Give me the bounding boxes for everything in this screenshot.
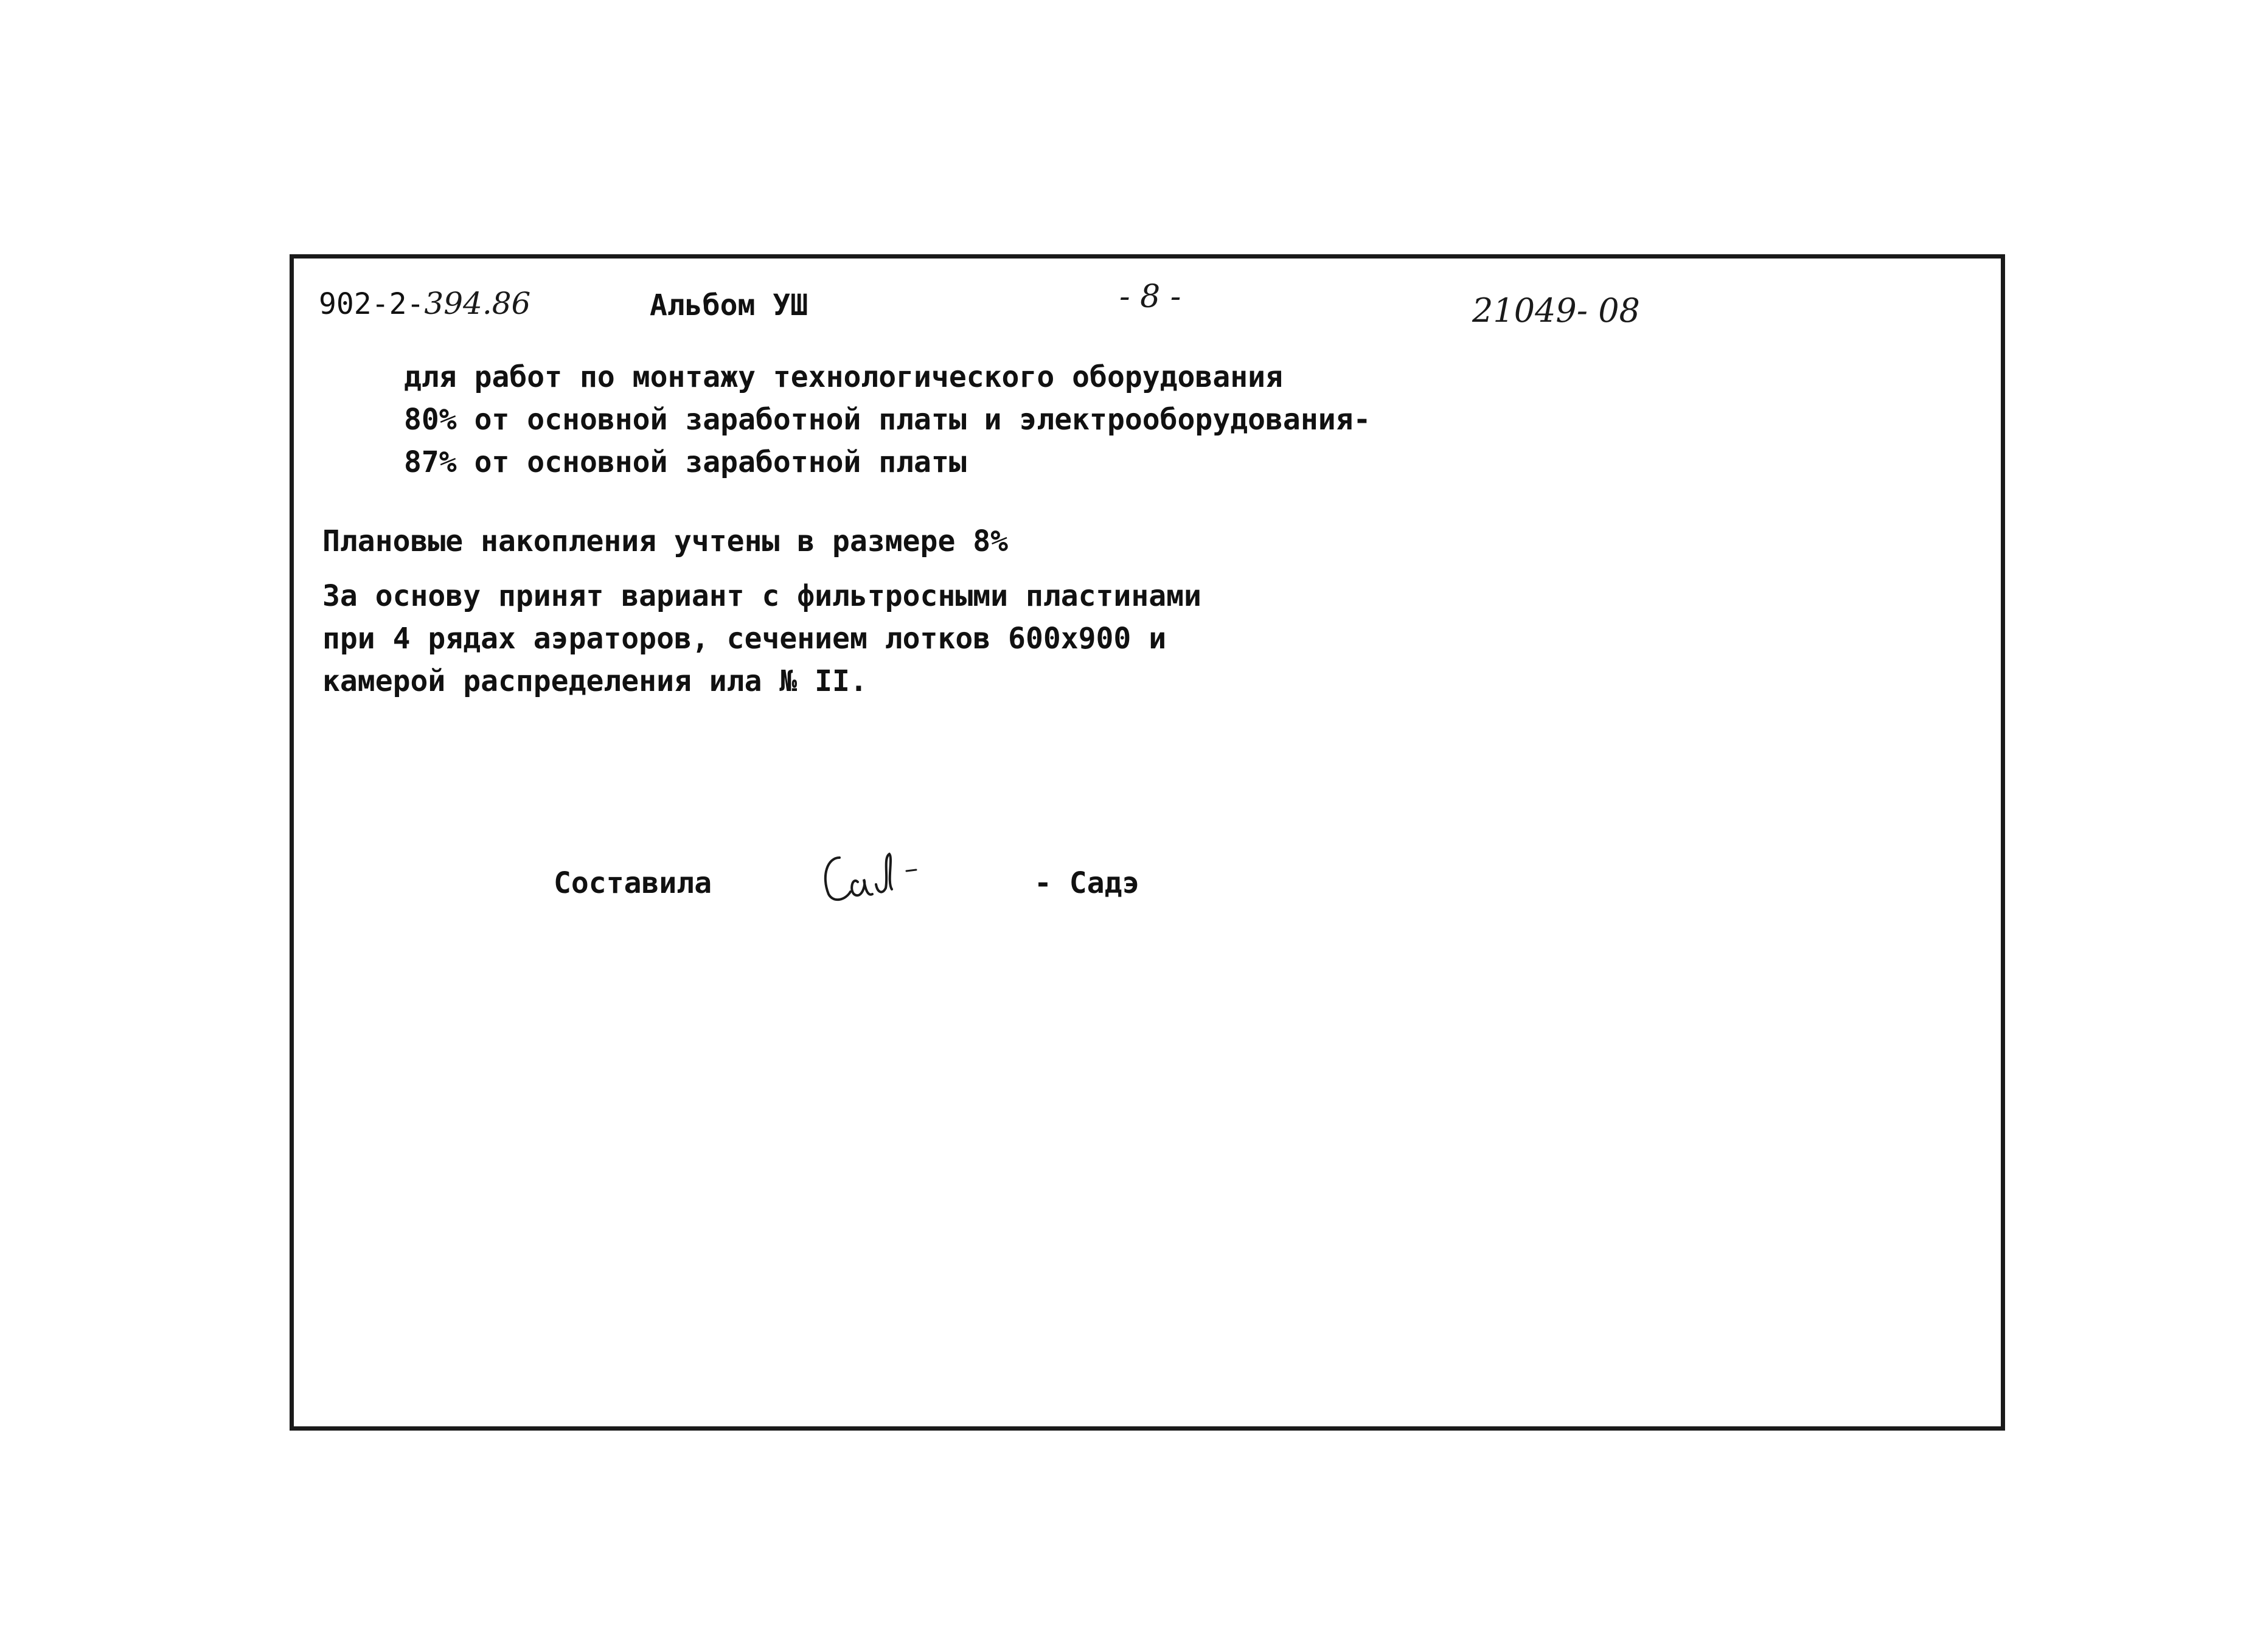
overhead-line-2: 80% от основной заработной платы и электрооборудования-	[404, 403, 1371, 437]
compiled-by-label: Составила	[554, 866, 712, 900]
document-code	[319, 288, 530, 319]
basis-line-1: За основу принят вариант с фильтросными пластинами	[322, 579, 1201, 613]
page-number: - 8 -	[1119, 279, 1181, 315]
basis-line-3: камерой распределения ила № II.	[322, 664, 867, 698]
handwritten-signature	[815, 839, 937, 912]
overhead-line-3: 87% от основной заработной платы	[404, 445, 967, 479]
inventory-number: 21049- 08	[1472, 291, 1640, 330]
basis-line-2: при 4 рядах аэраторов, сечением лотков 600х900 и	[322, 622, 1167, 656]
album-number: Альбом УШ	[650, 288, 808, 322]
compiler-name: - Садэ	[1034, 866, 1140, 900]
document-code-handwritten: 394.86	[424, 286, 531, 321]
overhead-line-1: для работ по монтажу технологического оборудования	[404, 360, 1283, 394]
document-code-printed: 902-2-	[319, 287, 425, 321]
planned-savings-line: Плановые накопления учтены в размере 8%	[322, 524, 1009, 558]
